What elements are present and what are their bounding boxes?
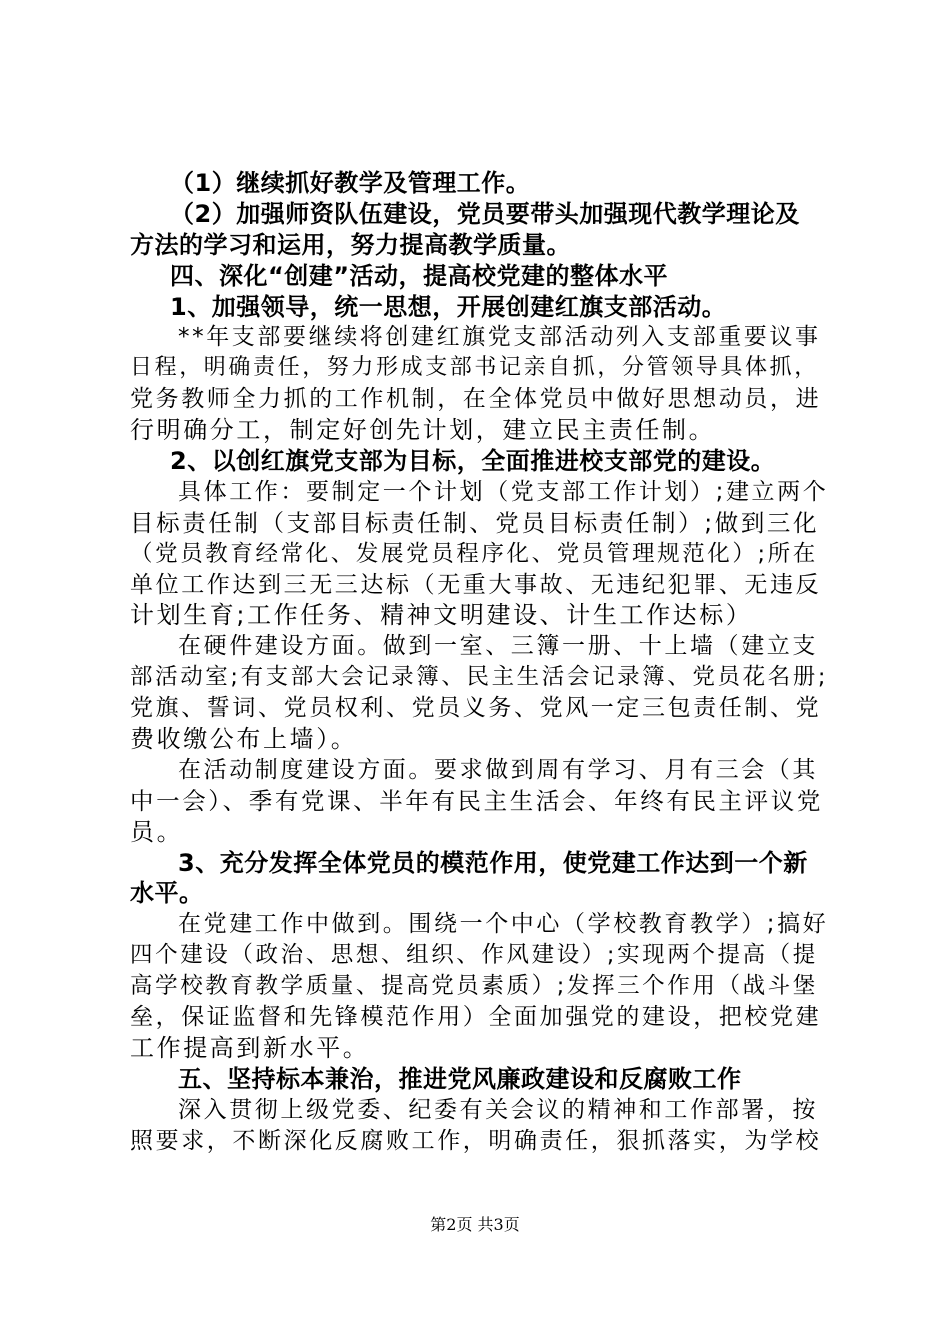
subsection-heading: 水平。	[130, 879, 204, 908]
subsection-heading: 2、以创红旗党支部为目标，全面推进校支部党的建设。	[170, 447, 776, 476]
text-line: 费收缴公布上墙）。	[130, 725, 358, 754]
text-line: 具体工作：要制定一个计划（党支部工作计划）;建立两个	[178, 478, 829, 505]
subsection-heading: 3、充分发挥全体党员的模范作用，使党建工作达到一个新	[178, 848, 808, 877]
text-line: **年支部要继续将创建红旗党支部活动列入支部重要议事	[178, 324, 821, 351]
section-heading: 五、坚持标本兼治，推进党风廉政建设和反腐败工作	[178, 1064, 742, 1093]
text-line: （2）加强师资队伍建设，党员要带头加强现代教学理论及	[170, 199, 800, 228]
text-line: 垒，保证监督和先锋模范作用）全面加强党的建设，把校党建	[130, 1004, 822, 1031]
text-line: 照要求，不断深化反腐败工作，明确责任，狠抓落实，为学校	[130, 1127, 822, 1154]
text-line: 四个建设（政治、思想、组织、作风建设）;实现两个提高（提	[130, 942, 818, 969]
text-line: 目标责任制（支部目标责任制、党员目标责任制）;做到三化	[130, 508, 820, 537]
text-line: 计划生育;工作任务、精神文明建设、计生工作达标）	[130, 601, 753, 630]
text-line: 在党建工作中做到。围绕一个中心（学校教育教学）;搞好	[178, 911, 829, 938]
text-line: 在活动制度建设方面。要求做到周有学习、月有三会（其	[178, 756, 818, 783]
text-line: 单位工作达到三无三达标（无重大事故、无违纪犯罪、无违反	[130, 571, 822, 598]
text-line: 行明确分工，制定好创先计划，建立民主责任制。	[130, 416, 716, 445]
document-body	[130, 168, 830, 1157]
text-line: 在硬件建设方面。做到一室、三簿一册、十上墙（建立支	[178, 633, 818, 660]
text-line: 员。	[130, 817, 184, 846]
text-line: 方法的学习和运用，努力提高教学质量。	[130, 230, 571, 259]
text-line: 深入贯彻上级党委、纪委有关会议的精神和工作部署，按	[178, 1096, 818, 1123]
text-line: 党务教师全力抓的工作机制，在全体党员中做好思想动员，进	[130, 386, 822, 413]
page-number-footer: 第2页 共3页	[430, 1215, 520, 1234]
text-line: （1）继续抓好教学及管理工作。	[170, 169, 531, 197]
section-heading: 四、深化“创建”活动，提高校党建的整体水平	[170, 261, 669, 290]
subsection-heading: 1、加强领导，统一思想，开展创建红旗支部活动。	[170, 292, 727, 321]
text-line: 工作提高到新水平。	[130, 1033, 370, 1062]
text-line: 日程，明确责任，努力形成支部书记亲自抓，分管领导具体抓，	[130, 355, 819, 381]
text-line: 党旗、誓词、党员权利、党员义务、党风一定三包责任制、党	[130, 695, 822, 722]
text-line: （党员教育经常化、发展党员程序化、党员管理规范化）;所在	[130, 540, 818, 567]
text-line: 部活动室;有支部大会记录簿、民主生活会记录簿、党员花名册;	[130, 664, 829, 691]
text-line: 高学校教育教学质量、提高党员素质）;发挥三个作用（战斗堡	[130, 973, 818, 1000]
text-line: 中一会）、季有党课、半年有民主生活会、年终有民主评议党	[130, 786, 823, 815]
